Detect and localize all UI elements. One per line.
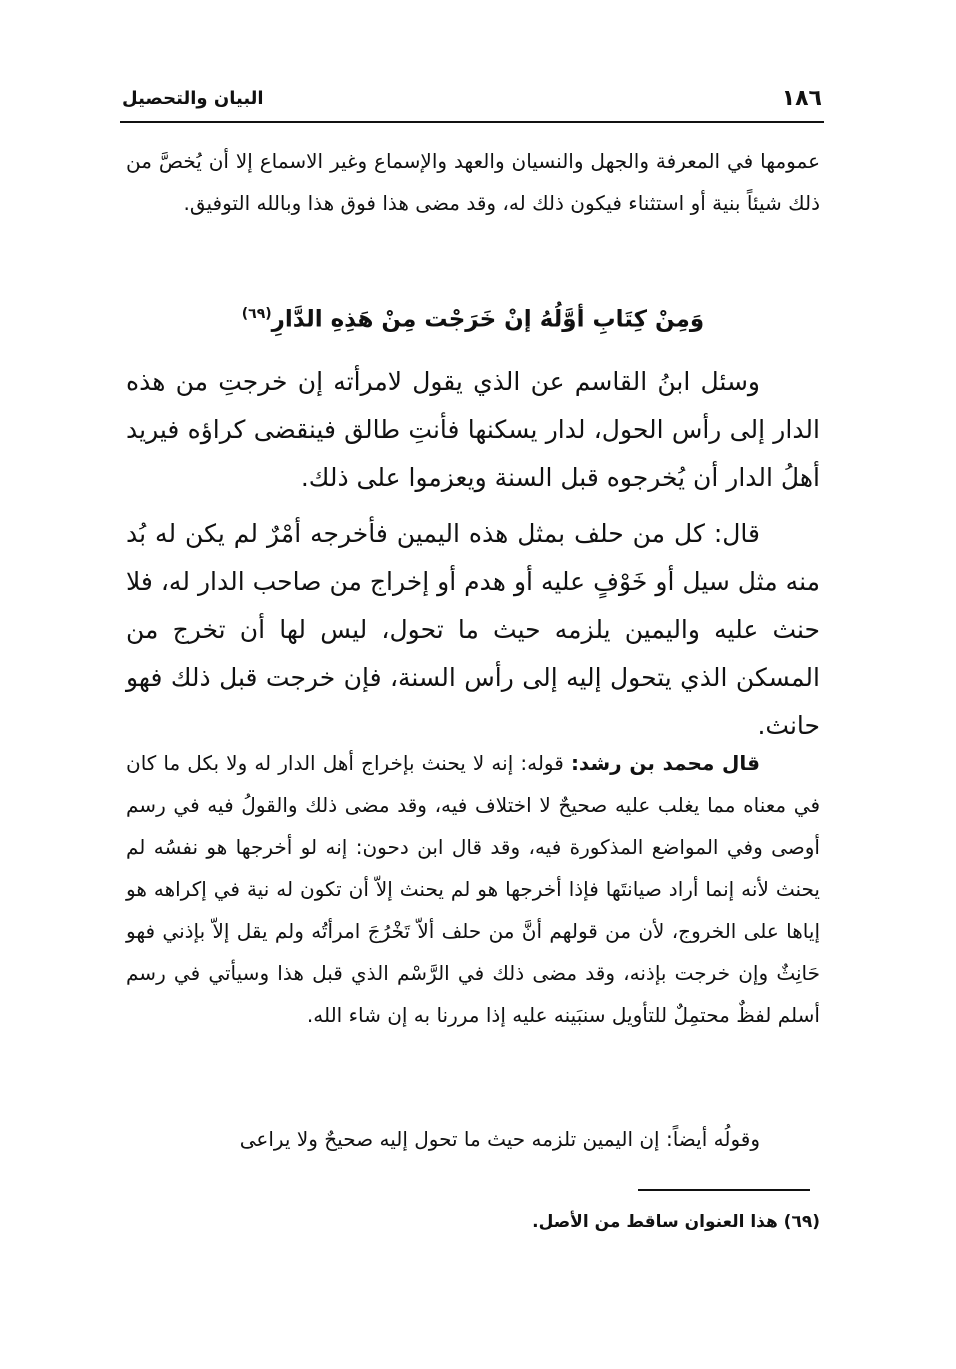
answer-text: قال: كل من حلف بمثل هذه اليمين فأخرجه أمْرٌ لم يكن له بُد منه مثل سيل أو خَوْفٍ عليه أو هدم أو إخراج من صاحب الدار له، فلا حنث عليه واليمين يلزمه حيث ما تحول، ليس لها أن تخرج من المسكن الذي يتحول إليه إلى رأس السنة، فإن خرجت قبل ذلك فهو حانث. — [126, 519, 820, 740]
footnote-divider — [638, 1189, 810, 1191]
page-number: ١٨٦ — [781, 86, 822, 111]
commentary-body — [126, 742, 820, 1036]
closing-paragraph — [126, 1118, 820, 1160]
question-paragraph — [126, 358, 820, 502]
commentary-lead: قال محمد بن رشد: — [570, 751, 761, 775]
intro-paragraph — [126, 140, 820, 224]
section-footnote-mark: (٦٩) — [241, 306, 272, 322]
section-title-text: وَمِنْ كِتَابِ أوَّلُهُ إنْ خَرَجْت مِنْ هَذِهِ الدَّارِ — [271, 306, 705, 333]
commentary-paragraph — [126, 742, 820, 1036]
footnote — [126, 1212, 820, 1232]
page-header — [122, 86, 822, 116]
answer-paragraph — [126, 510, 820, 750]
section-heading — [126, 306, 820, 333]
footnote-text: (٦٩) هذا العنوان ساقط من الأصل. — [532, 1212, 820, 1232]
header-divider — [120, 121, 824, 123]
question-text: وسئل ابنُ القاسم عن الذي يقول لامرأته إن خرجتِ من هذه الدار إلى رأس الحول، لدار يسكنها فأنتِ طالق فينقضى كراؤه فيريد أهلُ الدار أن يُخرجوه قبل السنة ويعزموا على ذلك. — [126, 367, 820, 492]
closing-text: وقولُه أيضاً: إن اليمين تلزمه حيث ما تحول إليه صحيحٌ ولا يراعى — [239, 1127, 760, 1151]
intro-text: عمومها في المعرفة والجهل والنسيان والعهد والإسماع وغير الاسماع إلا أن يُخصَّ من ذلك شيئاً بنية أو استثناء فيكون ذلك له، وقد مضى هذا فوق هذا وبالله التوفيق. — [126, 149, 820, 215]
running-title: البيان والتحصيل — [122, 88, 264, 109]
commentary-text: قوله: إنه لا يحنث بإخراج أهل الدار له ولا بكل ما كان في معناه مما يغلب عليه صحيحٌ لا اختلاف فيه، وقد مضى ذلك والقولُ فيه في رسم أوصى وفي المواضع المذكورة فيه، وقد قال ابن دحون: إنه لو أخرجها هو نفسُه لم يحنث لأنه إنما أراد صيانتَها فإذا أخرجها هو لم يحنث إلاّ أن تكون له نية في إكراهه هو إياها على الخروج، لأن من قولهم أنَّ من حلف ألاّ تَخْرُجَ امرأتُه ولم يقل إلاّ بإذني فهو حَانِثٌ وإن خرجت بإذنه، وقد مضى ذلك في الرَّسْم الذي قبل هذا وسيأتي في رسم أسلم لفظٌ محتمِلٌ للتأويل سنبَينه عليه إذا مررنا به إن شاء الله. — [126, 751, 820, 1027]
